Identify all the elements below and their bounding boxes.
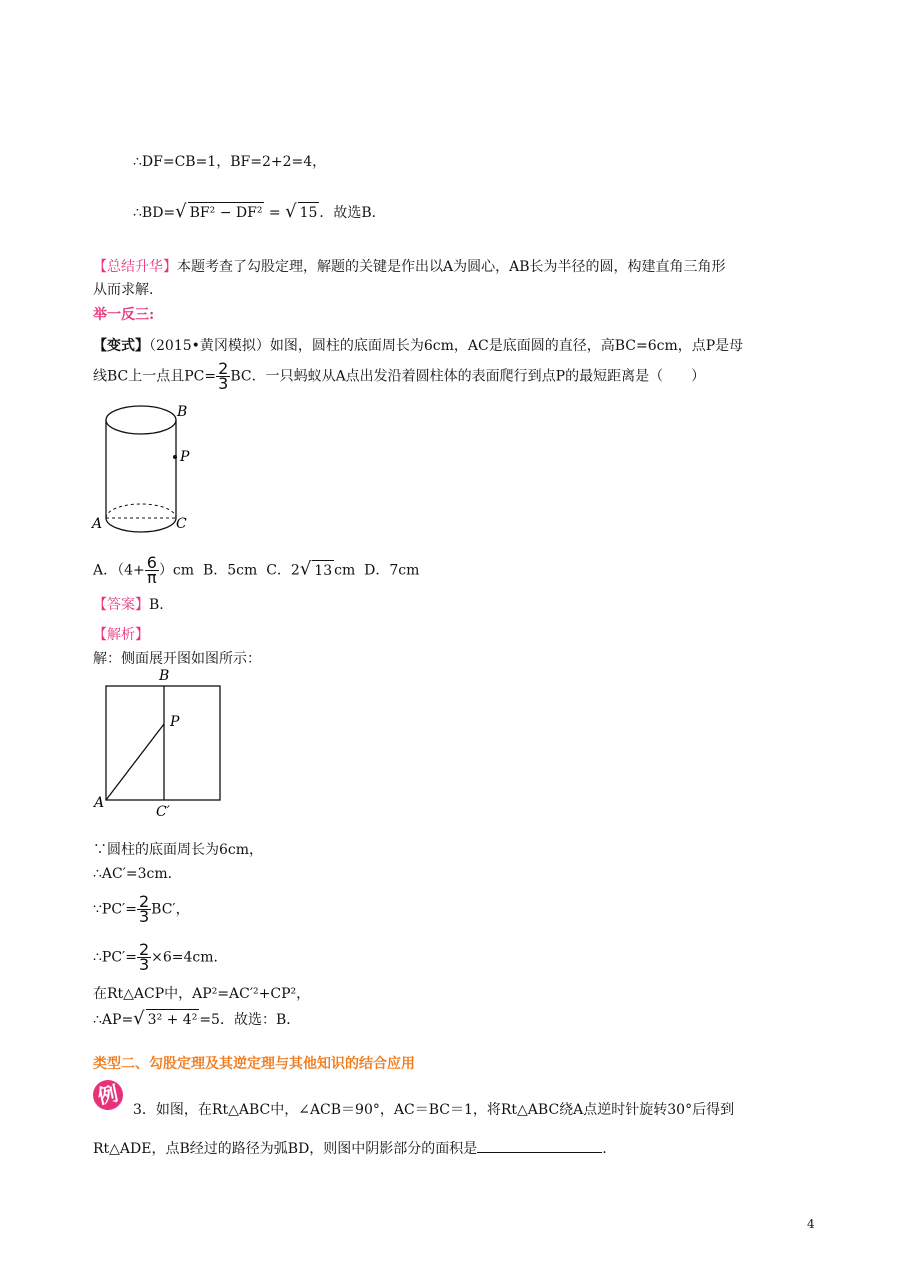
step-3-post: BC′， [151, 901, 190, 918]
answer-line [93, 595, 164, 615]
step-4-pre: ∴PC′= [93, 949, 137, 966]
bd-suffix: ．故选B． [319, 205, 386, 221]
variant-label: 【变式】 [93, 338, 149, 354]
step-5: 在Rt△ACP中，AP²=AC′²+CP²， [93, 986, 311, 1002]
option-a-pre: A．（4+ [93, 562, 145, 579]
proof-line-df: ∴DF=CB=1，BF=2+2=4， [133, 154, 327, 170]
step-3 [93, 892, 190, 926]
step-6-radicand: 3² + 4² [146, 1009, 200, 1030]
question-3-text: Rt△ADE，点B经过的路径为弧BD，则图中阴影部分的面积是 [93, 1141, 478, 1157]
step-1: ∵圆柱的底面周长为6cm， [93, 842, 264, 858]
bd-prefix: ∴BD= [133, 205, 176, 221]
label-a: A [92, 516, 103, 532]
unfolded-figure [88, 664, 238, 822]
step-4 [93, 940, 228, 974]
step-4-post: ×6=4cm． [151, 949, 228, 966]
option-c-pre: C．2 [266, 562, 300, 579]
cylinder-figure [88, 400, 208, 540]
summary-text: 本题考查了勾股定理，解题的关键是作出以A为圆心，AB长为半径的圆，构建直角三角形 [177, 259, 726, 275]
question-3-line1: 3．如图，在Rt△ABC中，∠ACB＝90°，AC＝BC＝1，将Rt△ABC绕A点逆时针旋转30°后得到 [133, 1102, 735, 1118]
label-b: B [177, 404, 188, 420]
page-number: 4 [807, 1217, 815, 1231]
option-d: D．7cm [364, 562, 420, 579]
type2-heading: 类型二、勾股定理及其逆定理与其他知识的结合应用 [93, 1056, 415, 1072]
summary-line2: 从而求解. [93, 282, 154, 298]
summary-label: 【总结升华】 [93, 259, 177, 275]
option-a-post: ）cm [158, 562, 195, 579]
bd-radicand: BF² − DF² [188, 202, 265, 223]
label-p: P [180, 449, 190, 465]
answer-value: B. [149, 597, 164, 613]
step-4-fraction: $\frac{2}{3}$ [138, 940, 150, 974]
variant-line1 [93, 336, 743, 356]
question-3-end: . [602, 1141, 607, 1157]
answer-blank[interactable] [477, 1138, 602, 1153]
bd-result: 15 [298, 202, 320, 223]
variant-text: （2015•黄冈模拟）如图，圆柱的底面周长为6cm，AC是底面圆的直径，高BC=6cm，点P是母 [149, 338, 744, 354]
options-line: A．（4+ $\frac{6}{\pi}$ ）cm B．5cm C．2√ 13 cm D．7cm [93, 553, 420, 587]
variant-line2 [93, 359, 706, 393]
option-b: B．5cm [202, 562, 258, 579]
answer-label: 【答案】 [93, 597, 149, 613]
step-6-post: =5．故选：B． [199, 1012, 301, 1028]
summary-line1 [93, 257, 726, 277]
example-badge: 例 [90, 1077, 126, 1113]
step-3-fraction: $\frac{2}{3}$ [138, 892, 150, 926]
step-6: ∴AP=√ 3² + 4² =5．故选：B． [93, 1008, 301, 1029]
fraction: $\frac{2}{3}$ [218, 359, 229, 393]
question-3-line2 [93, 1138, 607, 1159]
analysis-text: 解：侧面展开图如图所示： [93, 651, 261, 667]
analysis-label: 【解析】 [93, 627, 149, 643]
juyi-heading: 举一反三: [93, 307, 155, 323]
rect-label-b: B [159, 668, 170, 684]
variant-text2b: BC．一只蚂蚁从A点出发沿着圆柱体的表面爬行到点P的最短距离是（ ） [230, 368, 706, 385]
rect-label-p: P [170, 714, 180, 730]
option-c-radicand: 13 [312, 560, 334, 581]
step-2: ∴AC′=3cm． [93, 866, 182, 882]
step-6-pre: ∴AP= [93, 1012, 134, 1028]
option-a-fraction: $\frac{6}{\pi}$ [146, 553, 157, 587]
bd-equals: = [268, 205, 281, 221]
rect-label-a: A [94, 795, 105, 811]
label-c: C [176, 516, 187, 532]
proof-line-bd: ∴BD=√ BF² − DF² = √ 15 ．故选B． [133, 201, 386, 222]
option-c-post: cm [334, 562, 356, 579]
variant-text2a: 线BC上一点且PC= [93, 368, 217, 385]
rect-label-c: C′ [156, 804, 170, 820]
step-3-pre: ∵PC′= [93, 901, 137, 918]
